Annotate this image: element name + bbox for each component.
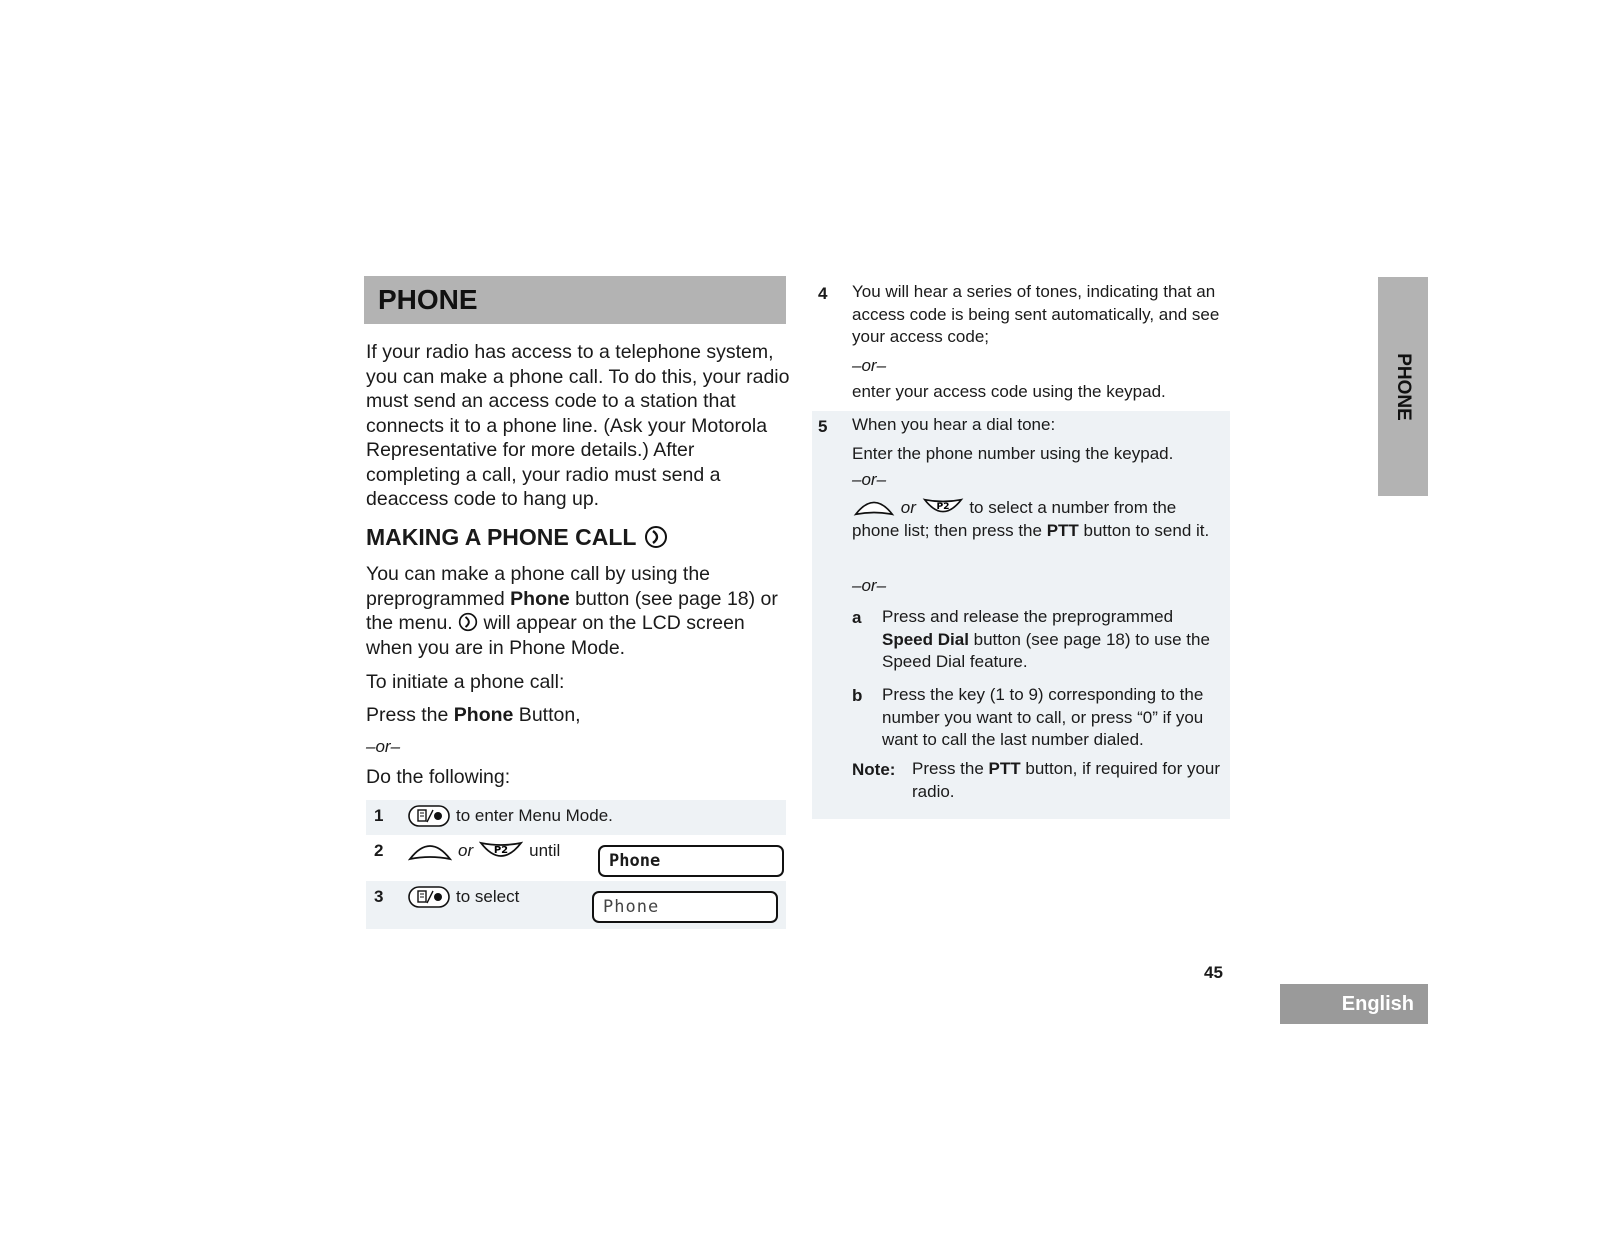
step-content [408,886,519,908]
or-word: or [900,498,916,517]
p2-key-label: P2 [936,500,950,512]
or-separator: –or– [852,576,887,595]
step-row-3 [366,881,786,929]
step5-line1: Enter the phone number using the keypad. [852,444,1174,463]
phone-button-label: Phone [510,587,570,610]
or-word: or [458,841,474,860]
step-label: to enter Menu Mode. [456,806,613,825]
step-number: 2 [374,841,384,860]
phone-mode-icon [644,525,668,549]
or-separator-left: –or– [366,737,401,756]
or-separator: –or– [852,470,887,489]
note-label: Note: [852,760,896,779]
substep-a-text2: button (see page 18) to use the Speed Dial feature. [882,629,1210,671]
intro-paragraph: If your radio has access to a telephone system, you can make a phone call. To do this, your radio must send an access code to a station that connects it to a phone line. (Ask your Motorola Representative for more details.) After completing a call, your radio must send a deaccess code to hang up. [366,341,790,510]
step-label: until [529,841,561,860]
step-label: to select [456,887,520,906]
step-number: 4 [818,284,828,303]
press-text-a: Press the [366,704,454,726]
phone-call-paragraph [366,562,791,660]
or-separator: –or– [852,356,887,375]
ptt-label: PTT [1046,520,1079,540]
note-text [912,758,1228,803]
step-number: 3 [374,887,384,906]
phone-mode-icon-inline [458,612,478,632]
note-text-c: button, if required for your radio. [912,759,1221,801]
lcd-display: Phone [598,845,784,877]
note-text-a: Press the [912,759,989,778]
section-side-tab [1378,277,1428,496]
ptt-label: PTT [988,759,1021,778]
menu-key-icon [408,805,450,827]
menu-key-icon [408,886,450,908]
para1-text-c: button (see page 18) or the menu. [366,587,778,634]
section-title: PHONE [364,276,786,324]
step-number: 1 [374,806,384,825]
substep-b-text: Press the key (1 to 9) corresponding to the number you want to call, or press “0” if you want to call the last number dialed. [882,685,1204,749]
p2-key-icon [921,496,965,518]
substep-a-text1: Press and release the preprogrammed [882,607,1174,626]
p2-key-label: P2 [493,845,509,856]
step-row-1 [366,800,786,835]
step5-line2-a: to select a number from the phone list; then press the [852,498,1177,540]
language-tab: English [1280,984,1428,1024]
press-phone-bold: Phone [453,704,514,726]
step4-alt-text: enter your access code using the keypad. [852,382,1166,401]
step5-box [812,411,1230,819]
step5-line2-c: button to send it. [1078,520,1210,540]
page-number: 45 [1204,963,1223,982]
substep-label: b [852,686,863,705]
step-content [408,805,613,827]
step4-text: You will hear a series of tones, indicating that an access code is being sent automatically, and see your access code; [852,282,1220,346]
step-content [408,839,560,863]
step5-lead: When you hear a dial tone: [852,415,1056,434]
up-arrow-key-icon [852,496,896,518]
step-number: 5 [818,417,828,436]
press-phone-text [366,703,581,728]
subheading-text: MAKING A PHONE CALL [366,524,637,550]
up-arrow-key-icon [408,839,452,863]
step5-line2 [852,496,1224,542]
substep-a-text [882,606,1224,674]
initiate-text: To initiate a phone call: [366,671,565,693]
press-text-c: Button, [513,704,581,726]
para1-text-d: will appear on the LCD screen when you are in Phone Mode. [366,612,745,659]
substep-label: a [852,608,862,627]
side-tab-label: PHONE [1393,352,1414,421]
subheading [366,522,668,552]
step-row-2 [366,835,786,881]
lcd-display-blinking: Phone [592,891,778,923]
speed-dial-label: Speed Dial [882,629,969,649]
do-following-text: Do the following: [366,766,511,788]
p2-key-icon [479,839,523,863]
para1-text-a: You can make a phone call by using the preprogrammed [366,563,711,610]
